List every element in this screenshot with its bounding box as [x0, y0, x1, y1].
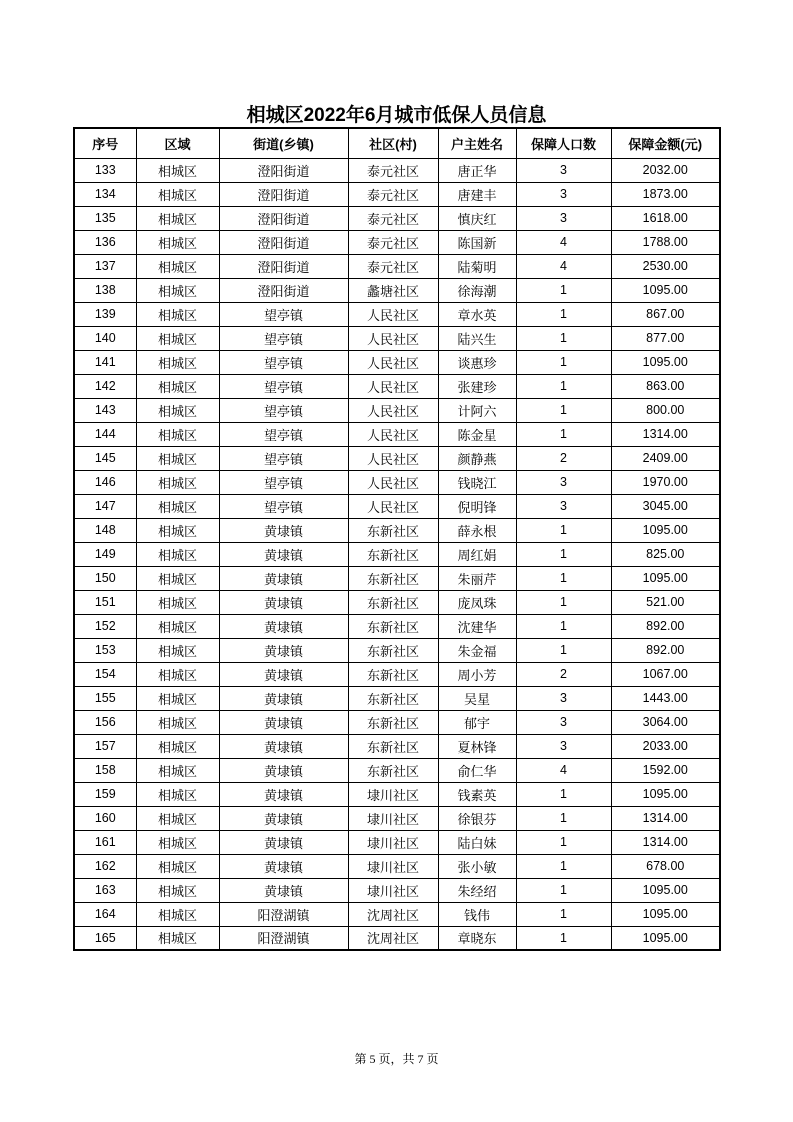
- table-row: [74, 254, 720, 278]
- table-cell: 相城区: [136, 638, 219, 662]
- table-cell: 142: [74, 374, 136, 398]
- table-cell: 相城区: [136, 518, 219, 542]
- table-cell: 3: [516, 734, 611, 758]
- table-cell: 3: [516, 494, 611, 518]
- table-cell: 相城区: [136, 302, 219, 326]
- table-row: [74, 782, 720, 806]
- table-cell: 相城区: [136, 854, 219, 878]
- table-cell: 137: [74, 254, 136, 278]
- table-cell: 徐银芬: [438, 806, 516, 830]
- table-cell: 相城区: [136, 470, 219, 494]
- table-cell: 1: [516, 374, 611, 398]
- table-cell: 相城区: [136, 422, 219, 446]
- table-row: [74, 422, 720, 446]
- table-row: [74, 734, 720, 758]
- table-cell: 相城区: [136, 398, 219, 422]
- table-cell: 章水英: [438, 302, 516, 326]
- column-header: 社区(村): [348, 128, 438, 158]
- table-cell: 黄埭镇: [219, 878, 348, 902]
- table-cell: 1: [516, 854, 611, 878]
- table-cell: 相城区: [136, 278, 219, 302]
- table-cell: 人民社区: [348, 422, 438, 446]
- table-cell: 150: [74, 566, 136, 590]
- table-cell: 望亭镇: [219, 302, 348, 326]
- table-header-row: [74, 128, 720, 158]
- table-cell: 1067.00: [611, 662, 720, 686]
- table-cell: 慎庆红: [438, 206, 516, 230]
- table-cell: 黄埭镇: [219, 854, 348, 878]
- table-cell: 1: [516, 302, 611, 326]
- table-cell: 东新社区: [348, 614, 438, 638]
- table-cell: 望亭镇: [219, 350, 348, 374]
- table-row: [74, 638, 720, 662]
- table-cell: 计阿六: [438, 398, 516, 422]
- table-cell: 颜静燕: [438, 446, 516, 470]
- table-cell: 望亭镇: [219, 374, 348, 398]
- table-row: [74, 278, 720, 302]
- table-cell: 2530.00: [611, 254, 720, 278]
- table-cell: 144: [74, 422, 136, 446]
- table-cell: 澄阳街道: [219, 230, 348, 254]
- table-cell: 1970.00: [611, 470, 720, 494]
- table-cell: 1095.00: [611, 350, 720, 374]
- table-row: [74, 518, 720, 542]
- table-cell: 867.00: [611, 302, 720, 326]
- table-cell: 2: [516, 662, 611, 686]
- table-cell: 145: [74, 446, 136, 470]
- table-cell: 1: [516, 806, 611, 830]
- table-cell: 678.00: [611, 854, 720, 878]
- table-cell: 黄埭镇: [219, 710, 348, 734]
- table-cell: 4: [516, 230, 611, 254]
- table-cell: 3045.00: [611, 494, 720, 518]
- table-row: [74, 566, 720, 590]
- table-cell: 相城区: [136, 566, 219, 590]
- table-row: [74, 470, 720, 494]
- table-cell: 泰元社区: [348, 158, 438, 182]
- table-cell: 133: [74, 158, 136, 182]
- table-cell: 张小敏: [438, 854, 516, 878]
- table-cell: 1095.00: [611, 878, 720, 902]
- welfare-table: [73, 127, 721, 951]
- table-row: [74, 230, 720, 254]
- table-cell: 1: [516, 326, 611, 350]
- table-row: [74, 158, 720, 182]
- table-cell: 相城区: [136, 710, 219, 734]
- table-cell: 澄阳街道: [219, 254, 348, 278]
- table-cell: 黄埭镇: [219, 614, 348, 638]
- table-cell: 望亭镇: [219, 446, 348, 470]
- table-cell: 892.00: [611, 638, 720, 662]
- table-cell: 1: [516, 830, 611, 854]
- table-cell: 1095.00: [611, 782, 720, 806]
- table-cell: 东新社区: [348, 590, 438, 614]
- table-cell: 138: [74, 278, 136, 302]
- table-cell: 1: [516, 590, 611, 614]
- table-cell: 朱丽芹: [438, 566, 516, 590]
- table-cell: 东新社区: [348, 566, 438, 590]
- table-row: [74, 182, 720, 206]
- table-cell: 唐建丰: [438, 182, 516, 206]
- table-cell: 相城区: [136, 182, 219, 206]
- table-cell: 相城区: [136, 902, 219, 926]
- table-cell: 1: [516, 638, 611, 662]
- column-header: 序号: [74, 128, 136, 158]
- table-cell: 3: [516, 206, 611, 230]
- table-cell: 沈周社区: [348, 926, 438, 950]
- table-cell: 相城区: [136, 494, 219, 518]
- table-cell: 沈周社区: [348, 902, 438, 926]
- table-cell: 143: [74, 398, 136, 422]
- table-cell: 3: [516, 686, 611, 710]
- table-cell: 陈国新: [438, 230, 516, 254]
- table-cell: 唐正华: [438, 158, 516, 182]
- table-cell: 蠡塘社区: [348, 278, 438, 302]
- table-cell: 相城区: [136, 230, 219, 254]
- table-row: [74, 542, 720, 566]
- table-row: [74, 806, 720, 830]
- table-cell: 3: [516, 470, 611, 494]
- table-cell: 埭川社区: [348, 782, 438, 806]
- table-cell: 黄埭镇: [219, 566, 348, 590]
- table-cell: 1: [516, 926, 611, 950]
- table-cell: 人民社区: [348, 350, 438, 374]
- table-row: [74, 446, 720, 470]
- table-cell: 1: [516, 902, 611, 926]
- table-cell: 134: [74, 182, 136, 206]
- table-cell: 澄阳街道: [219, 182, 348, 206]
- table-cell: 相城区: [136, 374, 219, 398]
- table-cell: 东新社区: [348, 686, 438, 710]
- table-cell: 泰元社区: [348, 230, 438, 254]
- table-cell: 825.00: [611, 542, 720, 566]
- table-cell: 陆菊明: [438, 254, 516, 278]
- table-cell: 陆兴生: [438, 326, 516, 350]
- column-header: 区域: [136, 128, 219, 158]
- table-cell: 埭川社区: [348, 806, 438, 830]
- table-cell: 162: [74, 854, 136, 878]
- table-cell: 2: [516, 446, 611, 470]
- table-cell: 158: [74, 758, 136, 782]
- table-cell: 相城区: [136, 590, 219, 614]
- table-cell: 相城区: [136, 350, 219, 374]
- table-row: [74, 662, 720, 686]
- table-cell: 钱伟: [438, 902, 516, 926]
- table-cell: 望亭镇: [219, 326, 348, 350]
- table-cell: 沈建华: [438, 614, 516, 638]
- table-cell: 泰元社区: [348, 206, 438, 230]
- table-cell: 4: [516, 758, 611, 782]
- table-cell: 陆白妹: [438, 830, 516, 854]
- table-cell: 141: [74, 350, 136, 374]
- table-cell: 张建珍: [438, 374, 516, 398]
- table-cell: 165: [74, 926, 136, 950]
- table-cell: 谈惠珍: [438, 350, 516, 374]
- table-cell: 135: [74, 206, 136, 230]
- table-cell: 892.00: [611, 614, 720, 638]
- table-cell: 136: [74, 230, 136, 254]
- table-cell: 相城区: [136, 734, 219, 758]
- table-cell: 146: [74, 470, 136, 494]
- table-cell: 154: [74, 662, 136, 686]
- table-cell: 黄埭镇: [219, 734, 348, 758]
- table-cell: 1314.00: [611, 830, 720, 854]
- page-number: 第 5 页，共 7 页: [354, 1052, 439, 1066]
- table-cell: 章晓东: [438, 926, 516, 950]
- table-cell: 埭川社区: [348, 878, 438, 902]
- table-cell: 1: [516, 566, 611, 590]
- table-cell: 相城区: [136, 806, 219, 830]
- table-row: [74, 854, 720, 878]
- table-cell: 164: [74, 902, 136, 926]
- table-row: [74, 374, 720, 398]
- column-header: 户主姓名: [438, 128, 516, 158]
- table-cell: 倪明锋: [438, 494, 516, 518]
- table-cell: 澄阳街道: [219, 278, 348, 302]
- table-cell: 阳澄湖镇: [219, 926, 348, 950]
- table-cell: 钱素英: [438, 782, 516, 806]
- table-cell: 朱经绍: [438, 878, 516, 902]
- table-cell: 1: [516, 350, 611, 374]
- table-cell: 1788.00: [611, 230, 720, 254]
- table-cell: 人民社区: [348, 446, 438, 470]
- table-cell: 黄埭镇: [219, 830, 348, 854]
- table-cell: 东新社区: [348, 518, 438, 542]
- table-row: [74, 302, 720, 326]
- table-cell: 161: [74, 830, 136, 854]
- table-cell: 相城区: [136, 926, 219, 950]
- table-cell: 夏林锋: [438, 734, 516, 758]
- table-cell: 139: [74, 302, 136, 326]
- table-cell: 1873.00: [611, 182, 720, 206]
- page-title: 相城区2022年6月城市低保人员信息: [246, 105, 547, 126]
- table-cell: 朱金福: [438, 638, 516, 662]
- table-cell: 周小芳: [438, 662, 516, 686]
- table-cell: 155: [74, 686, 136, 710]
- table-cell: 陈金星: [438, 422, 516, 446]
- table-cell: 160: [74, 806, 136, 830]
- table-cell: 148: [74, 518, 136, 542]
- table-cell: 147: [74, 494, 136, 518]
- column-header: 街道(乡镇): [219, 128, 348, 158]
- table-cell: 相城区: [136, 758, 219, 782]
- table-row: [74, 902, 720, 926]
- table-cell: 159: [74, 782, 136, 806]
- table-row: [74, 350, 720, 374]
- table-cell: 相城区: [136, 662, 219, 686]
- table-cell: 2409.00: [611, 446, 720, 470]
- table-cell: 1314.00: [611, 806, 720, 830]
- table-cell: 1: [516, 878, 611, 902]
- table-cell: 东新社区: [348, 542, 438, 566]
- table-cell: 澄阳街道: [219, 158, 348, 182]
- table-cell: 相城区: [136, 686, 219, 710]
- table-cell: 黄埭镇: [219, 518, 348, 542]
- table-cell: 1: [516, 614, 611, 638]
- table-row: [74, 926, 720, 950]
- table-cell: 1618.00: [611, 206, 720, 230]
- table-cell: 相城区: [136, 158, 219, 182]
- table-row: [74, 758, 720, 782]
- table-cell: 周红娟: [438, 542, 516, 566]
- table-cell: 黄埭镇: [219, 662, 348, 686]
- table-cell: 吴星: [438, 686, 516, 710]
- table-cell: 人民社区: [348, 398, 438, 422]
- table-cell: 郁宇: [438, 710, 516, 734]
- table-cell: 149: [74, 542, 136, 566]
- table-cell: 黄埭镇: [219, 638, 348, 662]
- column-header: 保障金额(元): [611, 128, 720, 158]
- table-cell: 黄埭镇: [219, 686, 348, 710]
- table-cell: 140: [74, 326, 136, 350]
- table-cell: 相城区: [136, 254, 219, 278]
- table-cell: 澄阳街道: [219, 206, 348, 230]
- table-cell: 人民社区: [348, 326, 438, 350]
- table-cell: 东新社区: [348, 638, 438, 662]
- table-cell: 521.00: [611, 590, 720, 614]
- table-cell: 2033.00: [611, 734, 720, 758]
- table-cell: 黄埭镇: [219, 806, 348, 830]
- table-cell: 望亭镇: [219, 422, 348, 446]
- table-cell: 相城区: [136, 782, 219, 806]
- table-cell: 阳澄湖镇: [219, 902, 348, 926]
- table-cell: 1: [516, 782, 611, 806]
- table-cell: 1095.00: [611, 902, 720, 926]
- table-cell: 相城区: [136, 206, 219, 230]
- table-cell: 163: [74, 878, 136, 902]
- table-cell: 薛永根: [438, 518, 516, 542]
- table-row: [74, 878, 720, 902]
- table-cell: 人民社区: [348, 470, 438, 494]
- table-row: [74, 590, 720, 614]
- table-cell: 152: [74, 614, 136, 638]
- table-cell: 泰元社区: [348, 182, 438, 206]
- table-row: [74, 494, 720, 518]
- table-row: [74, 614, 720, 638]
- table-cell: 1: [516, 422, 611, 446]
- table-cell: 相城区: [136, 830, 219, 854]
- table-cell: 153: [74, 638, 136, 662]
- table-cell: 1314.00: [611, 422, 720, 446]
- table-cell: 156: [74, 710, 136, 734]
- table-cell: 庞凤珠: [438, 590, 516, 614]
- table-row: [74, 206, 720, 230]
- table-cell: 人民社区: [348, 494, 438, 518]
- table-cell: 相城区: [136, 542, 219, 566]
- table-cell: 望亭镇: [219, 494, 348, 518]
- table-cell: 黄埭镇: [219, 542, 348, 566]
- table-cell: 钱晓江: [438, 470, 516, 494]
- table-cell: 1: [516, 398, 611, 422]
- table-cell: 1443.00: [611, 686, 720, 710]
- table-cell: 相城区: [136, 446, 219, 470]
- table-cell: 东新社区: [348, 734, 438, 758]
- table-row: [74, 686, 720, 710]
- table-cell: 1095.00: [611, 518, 720, 542]
- table-cell: 望亭镇: [219, 470, 348, 494]
- table-cell: 1: [516, 518, 611, 542]
- table-cell: 黄埭镇: [219, 590, 348, 614]
- column-header: 保障人口数: [516, 128, 611, 158]
- table-cell: 1095.00: [611, 566, 720, 590]
- table-cell: 2032.00: [611, 158, 720, 182]
- table-cell: 151: [74, 590, 136, 614]
- table-cell: 黄埭镇: [219, 758, 348, 782]
- table-cell: 徐海潮: [438, 278, 516, 302]
- table-cell: 1: [516, 278, 611, 302]
- table-cell: 相城区: [136, 614, 219, 638]
- table-cell: 东新社区: [348, 662, 438, 686]
- table-row: [74, 830, 720, 854]
- table-cell: 863.00: [611, 374, 720, 398]
- table-cell: 人民社区: [348, 374, 438, 398]
- table-cell: 埭川社区: [348, 854, 438, 878]
- table-row: [74, 710, 720, 734]
- table-row: [74, 326, 720, 350]
- table-cell: 人民社区: [348, 302, 438, 326]
- table-cell: 东新社区: [348, 758, 438, 782]
- table-cell: 1: [516, 542, 611, 566]
- table-cell: 3: [516, 710, 611, 734]
- table-cell: 望亭镇: [219, 398, 348, 422]
- table-cell: 相城区: [136, 878, 219, 902]
- table-cell: 1592.00: [611, 758, 720, 782]
- table-cell: 877.00: [611, 326, 720, 350]
- table-cell: 4: [516, 254, 611, 278]
- table-cell: 埭川社区: [348, 830, 438, 854]
- table-cell: 3064.00: [611, 710, 720, 734]
- table-cell: 俞仁华: [438, 758, 516, 782]
- table-cell: 3: [516, 158, 611, 182]
- table-cell: 1095.00: [611, 926, 720, 950]
- table-row: [74, 398, 720, 422]
- table-cell: 1095.00: [611, 278, 720, 302]
- table-cell: 157: [74, 734, 136, 758]
- table-cell: 相城区: [136, 326, 219, 350]
- table-cell: 东新社区: [348, 710, 438, 734]
- table-cell: 泰元社区: [348, 254, 438, 278]
- table-cell: 3: [516, 182, 611, 206]
- table-cell: 800.00: [611, 398, 720, 422]
- table-cell: 黄埭镇: [219, 782, 348, 806]
